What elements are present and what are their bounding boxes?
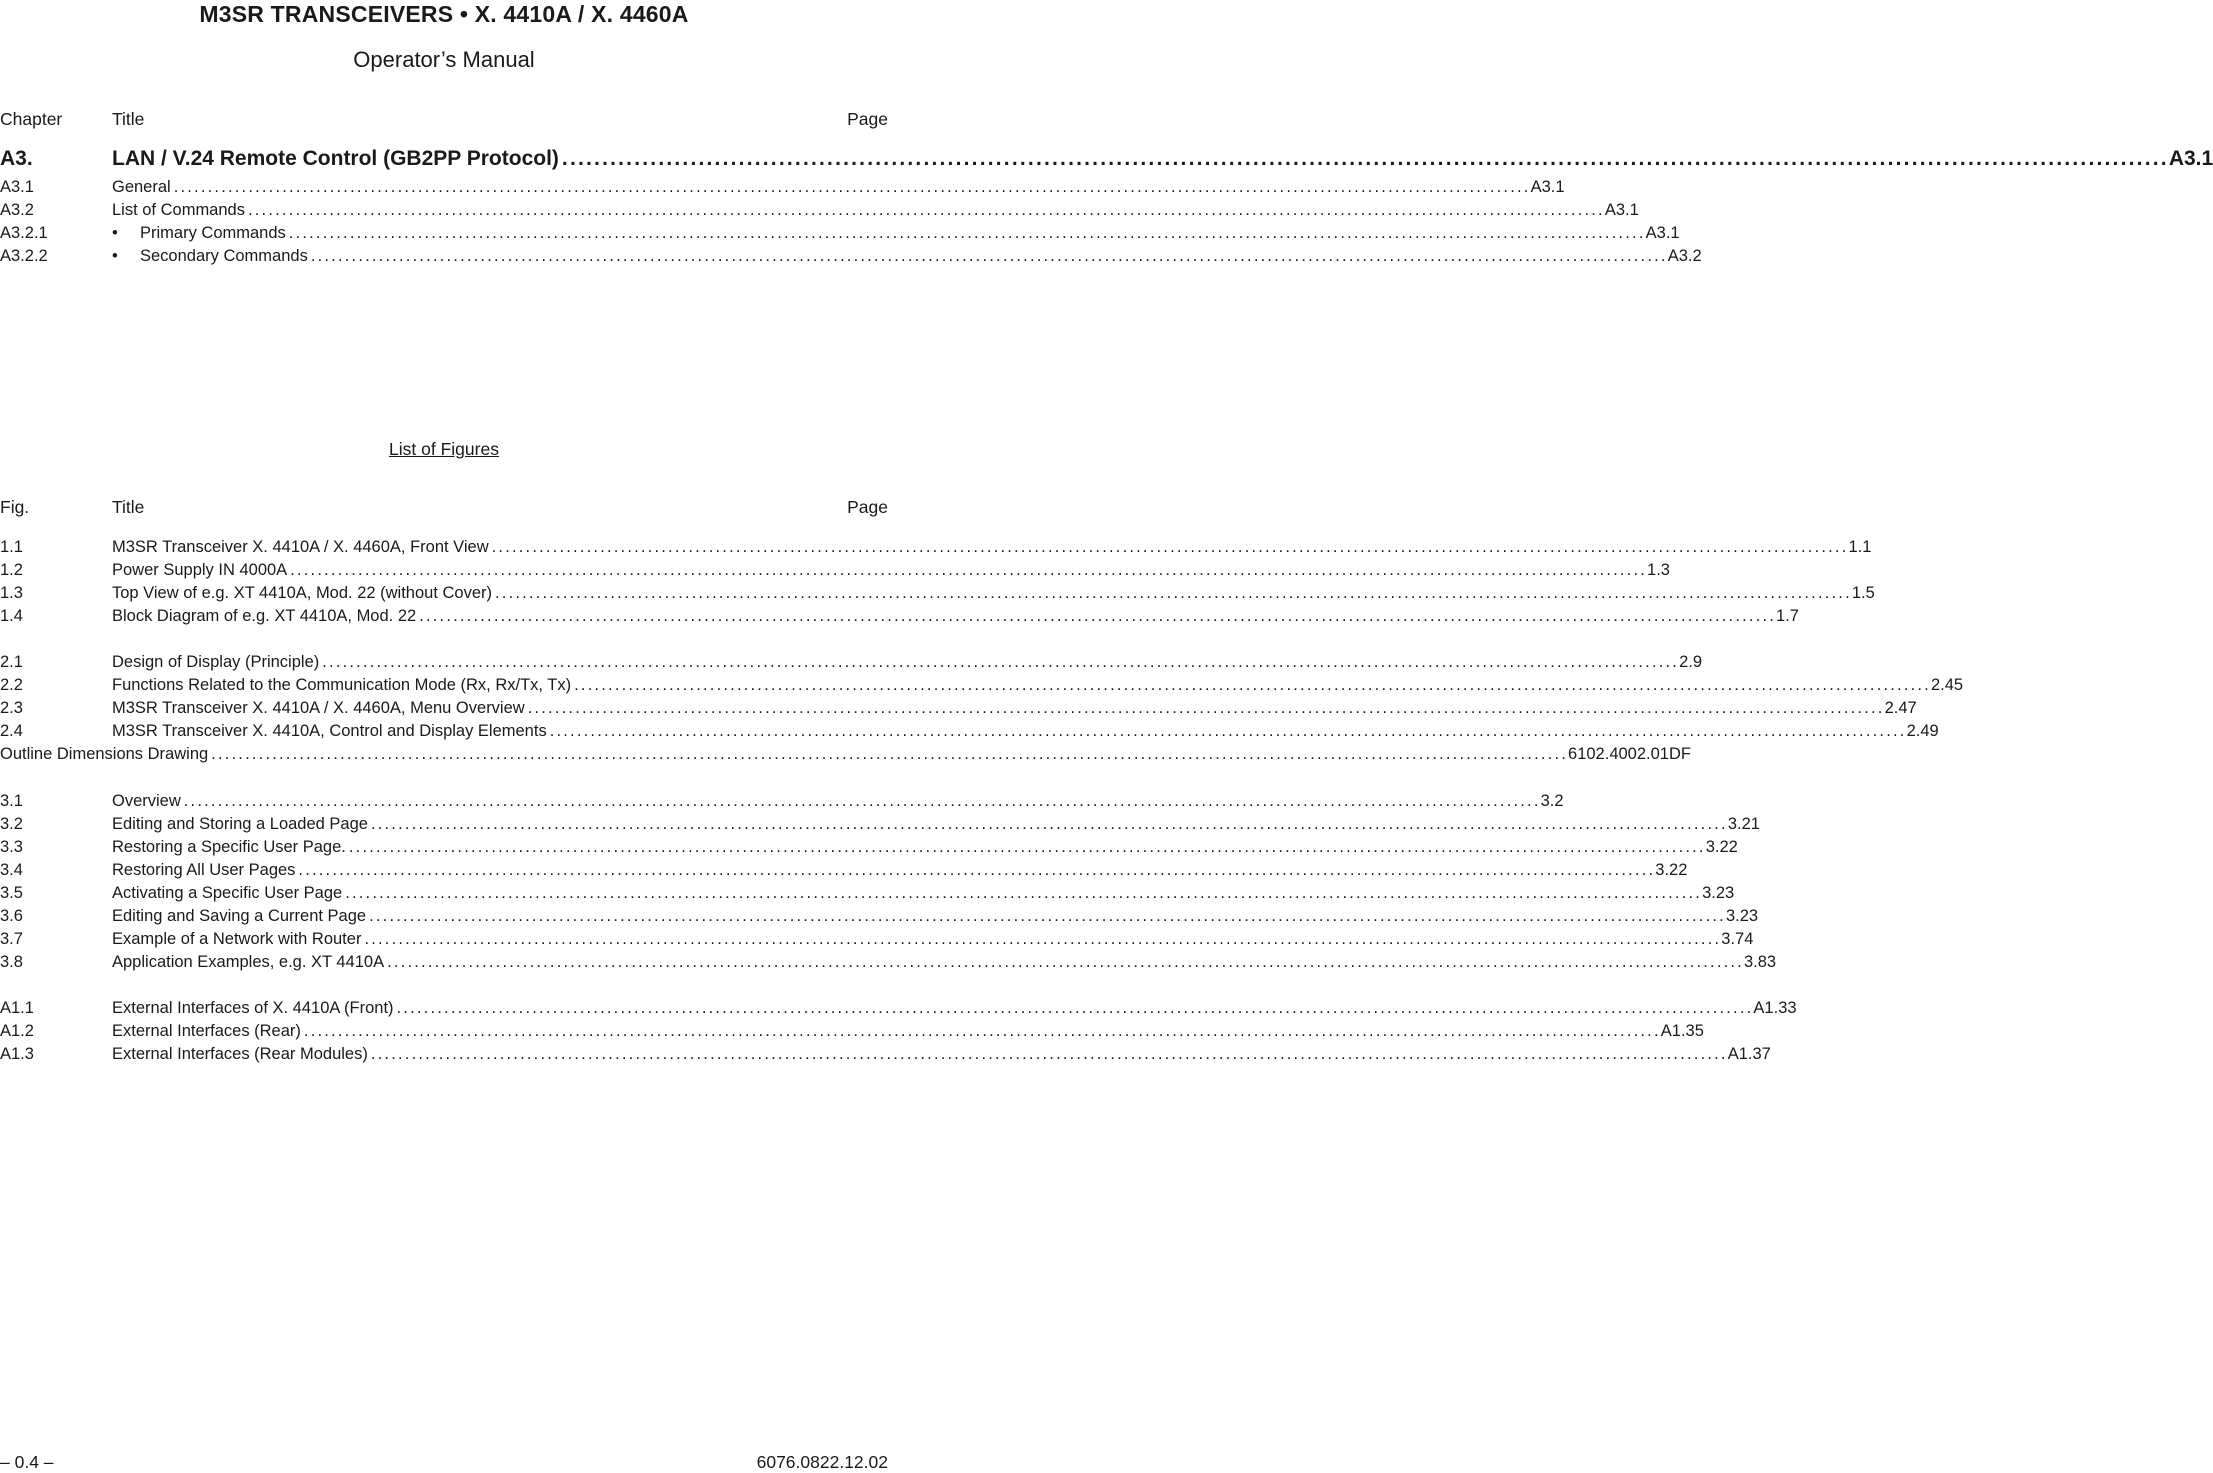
lof-col-title: Title (112, 497, 145, 517)
figure-title: External Interfaces (Rear) (112, 1022, 301, 1040)
figure-page: 1.3 (1647, 561, 1670, 579)
figure-number: 1.4 (0, 607, 23, 625)
figure-page: 3.83 (1743, 953, 1777, 971)
figure-page: 6102.4002.01DF (1568, 745, 1691, 763)
figure-number: 1.2 (0, 561, 23, 579)
figure-number: 3.4 (0, 861, 23, 879)
figure-title: Editing and Storing a Loaded Page (112, 815, 368, 833)
figure-entry[interactable] (0, 606, 1799, 627)
figure-number: 3.5 (0, 884, 23, 902)
figure-number: 3.3 (0, 838, 23, 856)
figure-page: A1.35 (1660, 1022, 1704, 1040)
figure-entry[interactable] (0, 744, 1691, 765)
toc-entry-page: A3.1 (2168, 147, 2213, 170)
toc-entry[interactable] (0, 200, 1639, 221)
toc-entry-number: A3. (0, 147, 33, 170)
figure-entry[interactable] (0, 1021, 1704, 1042)
figure-page: 3.23 (1725, 907, 1759, 925)
figure-number: 3.6 (0, 907, 23, 925)
figure-number: 1.3 (0, 584, 23, 602)
figure-title: Application Examples, e.g. XT 4410A (112, 953, 385, 971)
figure-page: 2.45 (1930, 676, 1964, 694)
figure-number: 2.1 (0, 653, 23, 671)
figure-entry[interactable] (0, 698, 1917, 719)
figure-leader: ........................................................................................................................................................................................................ (387, 953, 1744, 971)
figure-entry[interactable] (0, 583, 1875, 604)
figure-leader: ........................................................................................................................................................................................................ (574, 676, 1931, 694)
figure-number: A1.1 (0, 999, 34, 1017)
figure-leader: ........................................................................................................................................................................................................ (491, 538, 1849, 556)
figure-entry[interactable] (0, 998, 1797, 1019)
figure-title: Example of a Network with Router (112, 930, 362, 948)
toc-entry-title: LAN / V.24 Remote Control (GB2PP Protocol) (112, 147, 559, 170)
figure-entry[interactable] (0, 860, 1688, 881)
figure-title: Overview (112, 792, 181, 810)
toc-column-header (0, 108, 888, 130)
figure-leader: ........................................................................................................................................................................................................ (369, 907, 1726, 925)
figure-title: M3SR Transceiver X. 4410A / X. 4460A, Front View (112, 538, 489, 556)
figure-title: Power Supply IN 4000A (112, 561, 288, 579)
figure-number: 3.2 (0, 815, 23, 833)
toc-col-page: Page (847, 109, 888, 129)
document-code: 6076.0822.12.02 (756, 1452, 888, 1472)
document-subtitle: Operator’s Manual (353, 47, 535, 72)
toc-entry-leader: ........................................................................................................................................................................................................ (247, 201, 1605, 219)
figure-title: Top View of e.g. XT 4410A, Mod. 22 (without Cover) (112, 584, 493, 602)
figure-leader: ........................................................................................................................................................................................................ (211, 745, 1569, 763)
toc-entry-leader: ........................................................................................................................................................................................................ (561, 147, 2169, 170)
figure-page: 2.49 (1906, 722, 1939, 740)
figure-title: External Interfaces of X. 4410A (Front) (112, 999, 394, 1017)
bullet-icon: • (112, 224, 118, 242)
figure-page: 3.74 (1721, 930, 1754, 948)
toc-entry-title: Primary Commands (140, 224, 286, 242)
figure-leader: ........................................................................................................................................................................................................ (370, 1045, 1728, 1063)
figure-title: Editing and Saving a Current Page (112, 907, 367, 925)
figure-entry[interactable] (0, 721, 1939, 742)
toc-entry-number: A3.2 (0, 201, 34, 219)
figure-number: 2.3 (0, 699, 23, 717)
figure-leader: ........................................................................................................................................................................................................ (527, 699, 1885, 717)
toc-entry-number: A3.2.2 (0, 247, 48, 265)
figure-page: 3.23 (1702, 884, 1735, 902)
figure-entry[interactable] (0, 952, 1777, 973)
figure-page: 3.22 (1705, 838, 1738, 856)
figure-leader: ........................................................................................................................................................................................................ (183, 792, 1541, 810)
page-footer (0, 1451, 888, 1473)
figure-title: Restoring All User Pages (112, 861, 296, 879)
lof-column-header (0, 496, 888, 518)
toc-entry[interactable] (0, 177, 1565, 198)
figure-number: 3.1 (0, 792, 23, 810)
figure-title: Block Diagram of e.g. XT 4410A, Mod. 22 (112, 607, 417, 625)
figure-leader: ........................................................................................................................................................................................................ (303, 1022, 1661, 1040)
figure-page: 3.21 (1727, 815, 1760, 833)
figure-page: 2.9 (1679, 653, 1703, 671)
figure-entry[interactable] (0, 883, 1735, 904)
bullet-icon: • (112, 247, 118, 265)
page-number: – 0.4 – (0, 1452, 54, 1472)
toc-entry-page: A3.2 (1667, 247, 1702, 265)
figure-entry[interactable] (0, 1044, 1771, 1065)
toc-entry-page: A3.1 (1530, 178, 1565, 196)
toc-entry-title: List of Commands (112, 201, 245, 219)
toc-entry-title: Secondary Commands (140, 247, 308, 265)
toc-entry[interactable] (0, 146, 2213, 172)
toc-entry-leader: ........................................................................................................................................................................................................ (288, 224, 1646, 242)
figure-title: Activating a Specific User Page (112, 884, 343, 902)
figure-entry[interactable] (0, 675, 1964, 696)
figure-page: A1.37 (1727, 1045, 1771, 1063)
toc-entry-leader: ........................................................................................................................................................................................................ (173, 178, 1531, 196)
figure-page: 1.7 (1776, 607, 1799, 625)
toc-entry-number: A3.1 (0, 178, 34, 196)
figure-entry[interactable] (0, 791, 1564, 812)
figure-number: 2.2 (0, 676, 23, 694)
figure-number: 2.4 (0, 722, 23, 740)
figure-leader: ........................................................................................................................................................................................................ (495, 584, 1852, 602)
figure-page: 3.2 (1540, 792, 1564, 810)
list-of-figures-heading: List of Figures (389, 439, 499, 459)
figure-entry[interactable] (0, 906, 1759, 927)
figure-number: A1.3 (0, 1045, 34, 1063)
figure-entry[interactable] (0, 814, 1760, 835)
figure-page: A1.33 (1753, 999, 1797, 1017)
figure-leader: ........................................................................................................................................................................................................ (364, 930, 1722, 948)
figure-title: M3SR Transceiver X. 4410A, Control and Display Elements (112, 722, 547, 740)
figure-entry[interactable] (0, 537, 1872, 558)
figure-leader: ........................................................................................................................................................................................................ (298, 861, 1656, 879)
toc-entry[interactable] (0, 246, 1702, 267)
figure-title: M3SR Transceiver X. 4410A / X. 4460A, Menu Overview (112, 699, 525, 717)
figure-entry[interactable] (0, 837, 1738, 858)
figure-entry[interactable] (0, 560, 1670, 581)
figure-number: 1.1 (0, 538, 23, 556)
toc-entry-title: General (112, 178, 171, 196)
toc-entry-leader: ........................................................................................................................................................................................................ (310, 247, 1668, 265)
toc-entry[interactable] (0, 223, 1680, 244)
figure-page: 1.1 (1848, 538, 1872, 556)
figure-leader: ........................................................................................................................................................................................................ (549, 722, 1907, 740)
figure-title: External Interfaces (Rear Modules) (112, 1045, 368, 1063)
toc-col-chapter: Chapter (0, 109, 63, 129)
document-title: M3SR TRANSCEIVERS • X. 4410A / X. 4460A (199, 1, 689, 27)
toc-entry-number: A3.2.1 (0, 224, 48, 242)
figure-page: 2.47 (1884, 699, 1917, 717)
figure-title: Functions Related to the Communication Mode (Rx, Rx/Tx, Tx) (112, 676, 572, 694)
figure-page: 3.22 (1655, 861, 1688, 879)
toc-entry-page: A3.1 (1604, 201, 1639, 219)
figure-leader: ........................................................................................................................................................................................................ (290, 561, 1648, 579)
figure-leader: ........................................................................................................................................................................................................ (348, 838, 1706, 856)
toc-col-title: Title (112, 109, 145, 129)
figure-number: 3.7 (0, 930, 23, 948)
figure-leader: ........................................................................................................................................................................................................ (322, 653, 1680, 671)
figure-title: Restoring a Specific User Page. (112, 838, 346, 856)
figure-number: 3.8 (0, 953, 23, 971)
figure-leader: ........................................................................................................................................................................................................ (345, 884, 1703, 902)
figure-leader: ........................................................................................................................................................................................................ (396, 999, 1754, 1017)
figure-page: 1.5 (1851, 584, 1875, 602)
lof-col-page: Page (847, 497, 888, 517)
figure-title: Design of Display (Principle) (112, 653, 320, 671)
figure-title: Outline Dimensions Drawing (0, 745, 209, 763)
toc-entry-page: A3.1 (1645, 224, 1680, 242)
figure-number: A1.2 (0, 1022, 34, 1040)
figure-entry[interactable] (0, 929, 1754, 950)
figure-entry[interactable] (0, 652, 1703, 673)
figure-leader: ........................................................................................................................................................................................................ (370, 815, 1728, 833)
figure-leader: ........................................................................................................................................................................................................ (419, 607, 1777, 625)
lof-col-fig: Fig. (0, 497, 30, 517)
